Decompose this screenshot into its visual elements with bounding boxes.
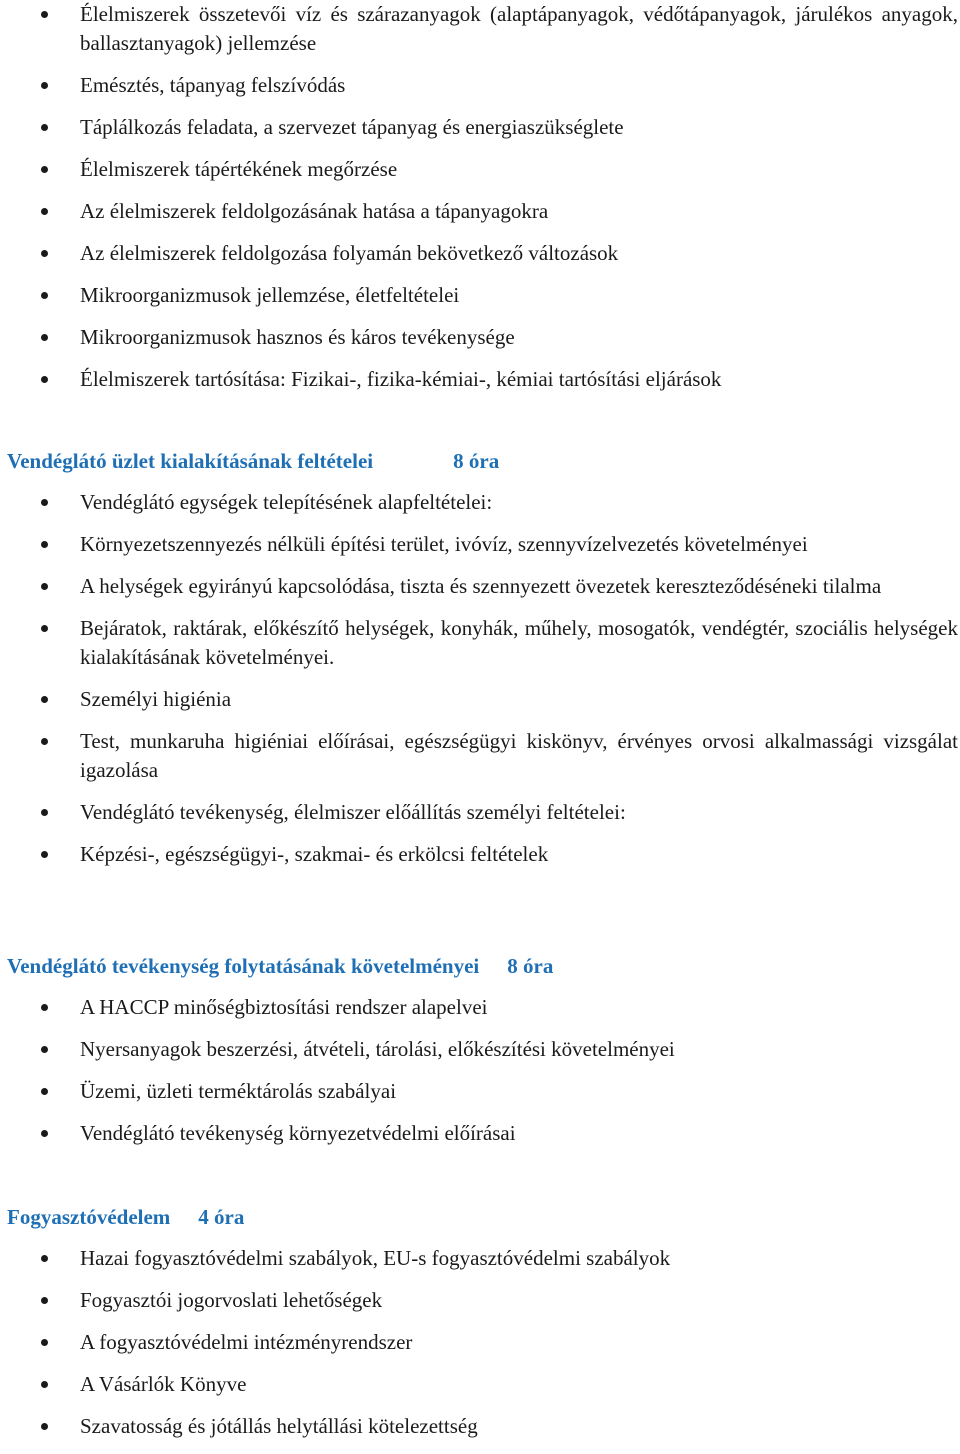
list-item: A Vásárlók Könyve — [0, 1370, 960, 1399]
list-item: Fogyasztói jogorvoslati lehetőségek — [0, 1286, 960, 1315]
list-item: Bejáratok, raktárak, előkészítő helységek, konyhák, műhely, mosogatók, vendégtér, szociális helységek kialakításának követelményei. — [0, 614, 960, 672]
list-item: Nyersanyagok beszerzési, átvételi, tárolási, előkészítési követelményei — [0, 1035, 960, 1064]
list-item: Vendéglátó egységek telepítésének alapfeltételei: — [0, 488, 960, 517]
intro-list — [0, 0, 960, 407]
list-item: Az élelmiszerek feldolgozásának hatása a tápanyagokra — [0, 197, 960, 226]
list-item: Hazai fogyasztóvédelmi szabályok, EU-s fogyasztóvédelmi szabályok — [0, 1244, 960, 1273]
list-item: Élelmiszerek tartósítása: Fizikai-, fizika-kémiai-, kémiai tartósítási eljárások — [0, 365, 960, 394]
section-list — [0, 1244, 960, 1454]
section-hours: 8 óra — [453, 449, 500, 473]
list-item: Képzési-, egészségügyi-, szakmai- és erkölcsi feltételek — [0, 840, 960, 869]
section-title: Fogyasztóvédelem — [7, 1205, 171, 1229]
list-item: Táplálkozás feladata, a szervezet tápanyag és energiaszükséglete — [0, 113, 960, 142]
list-item: Test, munkaruha higiéniai előírásai, egészségügyi kiskönyv, érvényes orvosi alkalmassági vizsgálat igazolása — [0, 727, 960, 785]
section-list — [0, 993, 960, 1161]
list-item: Környezetszennyezés nélküli építési terület, ivóvíz, szennyvízelvezetés követelményei — [0, 530, 960, 559]
section-title: Vendéglátó tevékenység folytatásának követelményei — [7, 954, 480, 978]
section-hours: 4 óra — [198, 1205, 245, 1229]
list-item: Élelmiszerek összetevői víz és szárazanyagok (alaptápanyagok, védőtápanyagok, járulékos anyagok, ballasztanyagok) jellemzése — [0, 0, 960, 58]
list-item: Szavatosság és jótállás helytállási kötelezettség — [0, 1412, 960, 1441]
list-item: Mikroorganizmusok jellemzése, életfeltételei — [0, 281, 960, 310]
list-item: A HACCP minőségbiztosítási rendszer alapelvei — [0, 993, 960, 1022]
list-item: Személyi higiénia — [0, 685, 960, 714]
list-item: Vendéglátó tevékenység környezetvédelmi előírásai — [0, 1119, 960, 1148]
section-title: Vendéglátó üzlet kialakításának feltételei — [7, 449, 374, 473]
list-item: Vendéglátó tevékenység, élelmiszer előállítás személyi feltételei: — [0, 798, 960, 827]
section-heading — [7, 1203, 244, 1232]
list-item: Emésztés, tápanyag felszívódás — [0, 71, 960, 100]
list-item: Az élelmiszerek feldolgozása folyamán bekövetkező változások — [0, 239, 960, 268]
list-item: A fogyasztóvédelmi intézményrendszer — [0, 1328, 960, 1357]
section-list — [0, 488, 960, 882]
list-item: Élelmiszerek tápértékének megőrzése — [0, 155, 960, 184]
section-heading — [7, 952, 553, 981]
list-item: A helységek egyirányú kapcsolódása, tiszta és szennyezett övezetek kereszteződéséneki tilalma — [0, 572, 960, 601]
list-item: Mikroorganizmusok hasznos és káros tevékenysége — [0, 323, 960, 352]
section-hours: 8 óra — [507, 954, 554, 978]
section-heading — [7, 447, 499, 476]
list-item: Üzemi, üzleti terméktárolás szabályai — [0, 1077, 960, 1106]
